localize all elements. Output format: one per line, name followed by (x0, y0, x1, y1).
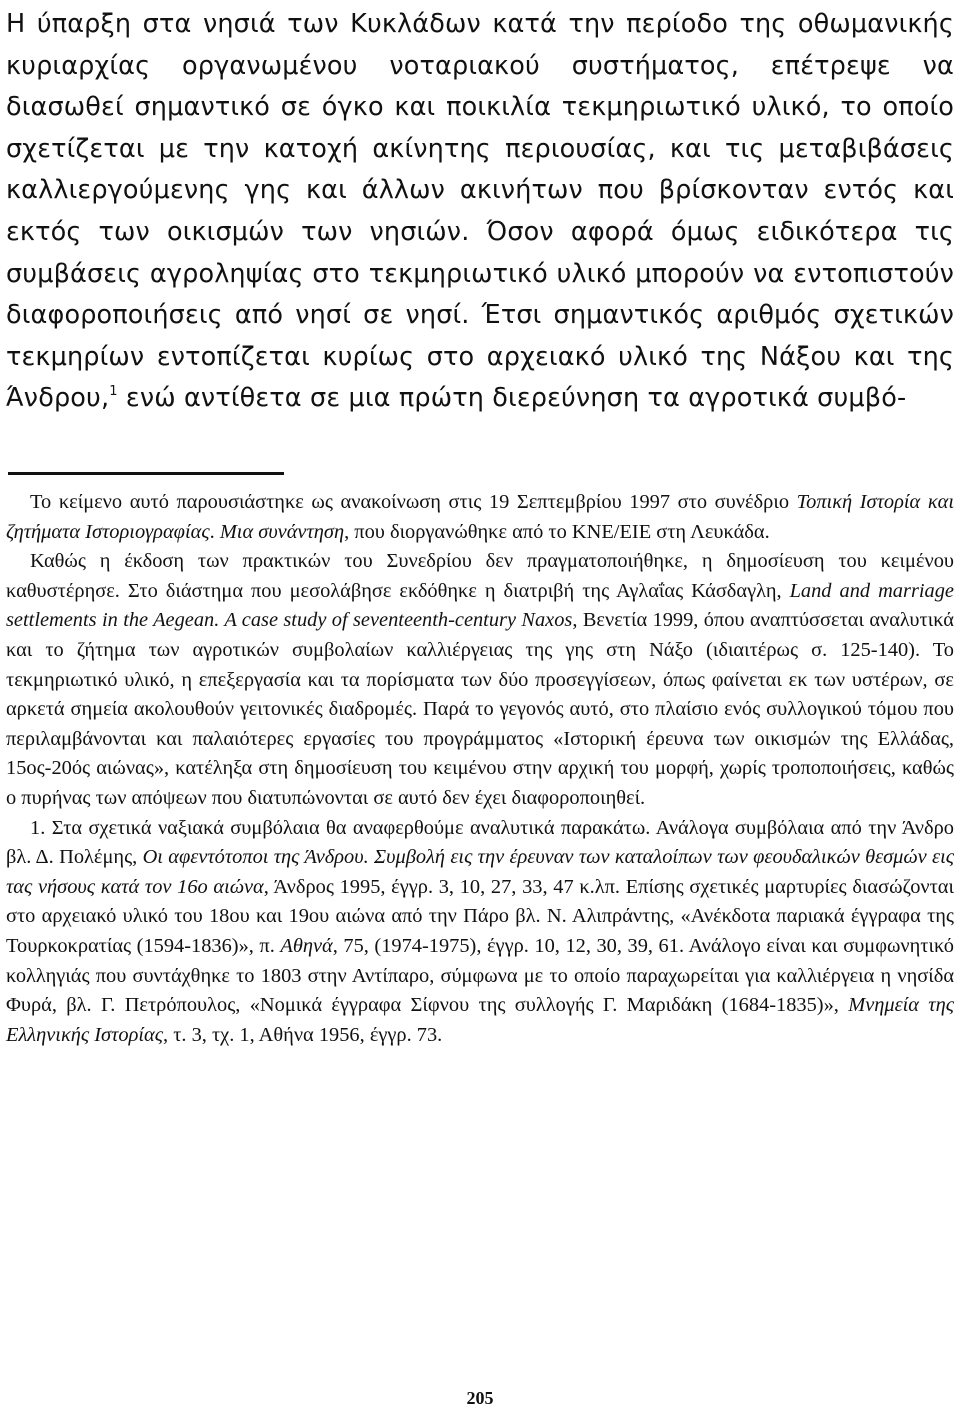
note-text: Το κείμενο αυτό παρουσιάστηκε ως ανακοίνωση στις 19 Σεπτεμβρίου 1997 στο συνέδριο (30, 491, 797, 513)
page-number: 205 (466, 1388, 494, 1408)
note-text: 1. Στα σχετικά ναξιακά συμβόλαια θα αναφερθούμε αναλυτικά παρακάτω. Ανάλογα συμβόλαια από την Άνδρο βλ. Δ. Πολέμης, (6, 816, 954, 869)
conference-title: Τοπική Ιστορία και ζητήματα Ιστοριογραφίας (6, 491, 954, 543)
note-text: , τ. 3, τχ. 1, Αθήνα 1956, έγγρ. 73. (163, 1023, 443, 1046)
main-paragraph-text: Η ύπαρξη στα νησιά των Κυκλάδων κατά την περίοδο της οθωμανικής κυριαρχίας οργανωμένου νοταριακού συστήματος, επέτρεψε να διασωθεί σημαντικό σε όγκο και ποικιλία τεκμηριωτικό υλικό, το οποίο σχετίζεται με την κατοχή ακίνητης περιουσίας, και τις μεταβιβάσεις καλλιεργούμενης γης και άλλων ακινήτων που βρίσκονταν εντός και εκτός των οικισμών των νησιών. Όσον αφορά όμως ειδικότερα τις συμβάσεις αγροληψίας στο τεκμηριωτικό υλικό μπορούν να εντοπιστούν διαφοροποιήσεις από νησί σε νησί. Έτσι σημαντικός αριθμός σχετικών τεκμηρίων εντοπίζεται κυρίως στο αρχειακό υλικό της Νάξου και της Άνδρου, (6, 9, 954, 414)
note-text: , Βενετία 1999, όπου αναπτύσσεται αναλυτικά και το ζήτημα των αγροτικών συμβολαίων καλλιέργειας της γης στη Νάξο (ιδιαιτέρως σ. 125-140). Το τεκμηριωτικό υλικό, η επεξεργασία και τα πορίσματα των δύο προσεγγίσεων, όπως φαίνεται εκ των υστέρων, σε αρκετά σημεία ακολουθούν γειτονικές διαδρομές. Παρά το γεγονός αυτό, στο πλαίσιο ενός συλλογικού τόμου που περιλαμβάνονται και παλαιότερες εργασίες του προγράμματος «Ιστορική έρευνα των οικισμών της Ελλάδας, 15ος-20ός αιώνας», κατέληξα στη δημοσίευση του κειμένου στην αρχική του μορφή, χωρίς τροποποιήσεις, καθώς ο πυρήνας των απόψεων που διατυπώνονται σε αυτό δεν έχει διαφοροποιηθεί. (6, 609, 954, 809)
note-text: Καθώς η έκδοση των πρακτικών του Συνεδρίου δεν πραγματοποιήθηκε, η δημοσίευση του κειμένου καθυστέρησε. Στο διάστημα που μεσολάβησε εκδόθηκε η διατριβή της Αγλαΐας Κάσδαγλη, (6, 550, 954, 602)
note-text: , Άνδρος 1995, έγγρ. 3, 10, 27, 33, 47 κ.λπ. Επίσης σχετικές μαρτυρίες διασώζονται στο αρχειακό υλικό του 18ου και 19ου αιώνα από την Πάρο βλ. Ν. Αλιπράντης, «Ανέκδοτα παριακά έγγραφα της Τουρκοκρατίας (1594-1836)», π. (6, 875, 954, 957)
document-page (6, 0, 954, 1420)
footnote-reference: 1 (109, 384, 118, 400)
book-title: Land and marriage settlements in the Aegean. A case study of seventeenth-century Naxos (6, 579, 954, 632)
footnotes (6, 488, 954, 1050)
note-text: , που διοργανώθηκε από το ΚΝΕ/ΕΙΕ στη Λευκάδα. (344, 520, 770, 543)
note-publication (6, 547, 954, 813)
book-title: Οι αφεντότοποι της Άνδρου. Συμβολή εις την έρευναν των καταλοίπων των φεουδαλικών θεσμών εις τας νήσους κατά τον 16ο αιώνα (6, 846, 955, 898)
note-presentation (6, 488, 954, 547)
main-paragraph-continuation: ενώ αντίθετα σε μια πρώτη διερεύνηση τα αγροτικά συμβό- (117, 383, 907, 414)
footnote-separator (8, 472, 284, 475)
conference-subtitle: Μια συνάντηση (219, 520, 345, 543)
note-text: . (209, 520, 220, 543)
main-paragraph (6, 4, 954, 420)
footnote-1 (6, 814, 954, 1051)
series-title: Μνημεία της Ελληνικής Ιστορίας (6, 994, 954, 1046)
note-text: , 75, (1974-1975), έγγρ. 10, 12, 30, 39, 61. Ανάλογο είναι και συμφωνητικό κολληγιάς που συντάχθηκε το 1803 στην Αντίπαρο, σύμφωνα με το οποίο παραχωρείται για καλλιέργεια η νησίδα Φυρά, βλ. Γ. Πετρόπουλος, «Νομικά έγγραφα Σίφνου της συλλογής Γ. Μαριδάκη (1684-1835)», (6, 934, 955, 1017)
journal-title: Αθηνά (280, 934, 333, 957)
